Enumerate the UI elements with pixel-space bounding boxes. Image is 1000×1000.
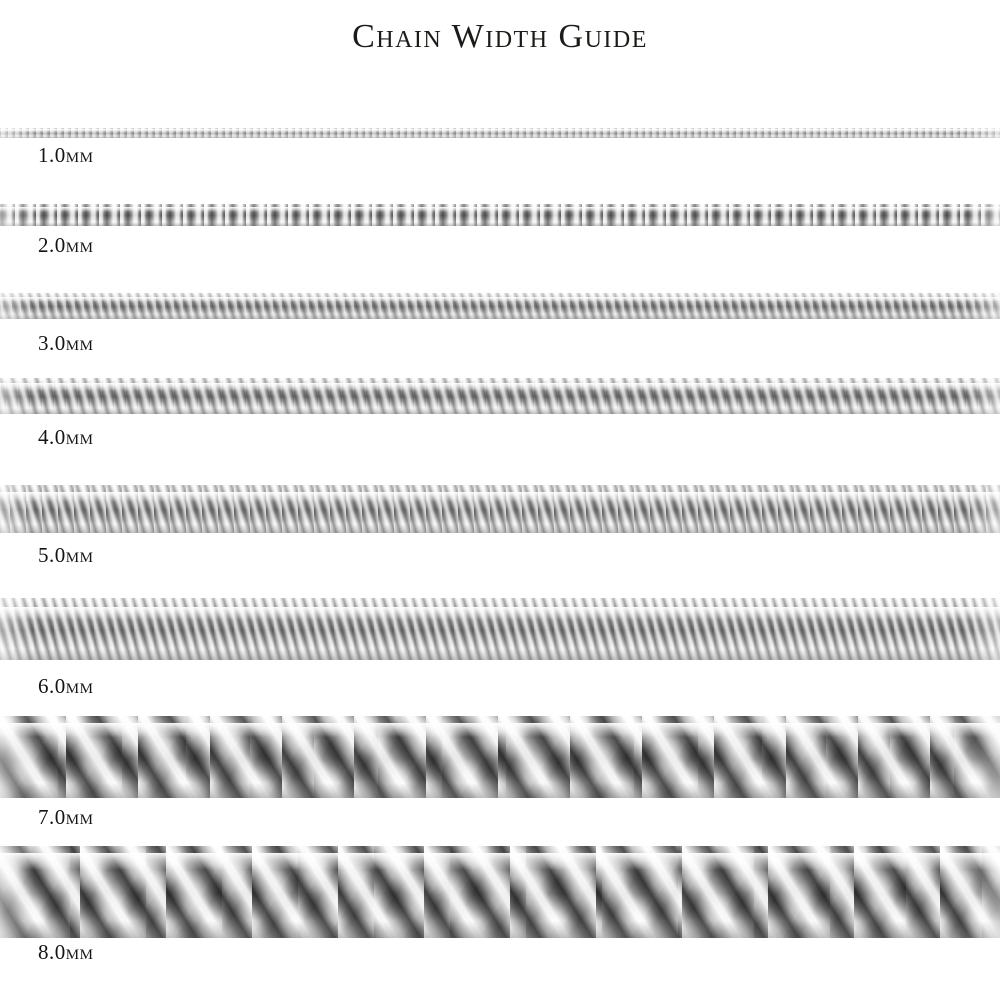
chain-image-5-0mm bbox=[0, 485, 1000, 533]
chain-label-7-0mm: 7.0mm bbox=[38, 805, 94, 829]
chain-image-4-0mm bbox=[0, 378, 1000, 414]
chain-label-3-0mm: 3.0mm bbox=[38, 331, 94, 355]
chain-label-4-0mm: 4.0mm bbox=[38, 425, 94, 449]
chain-image-1-0mm bbox=[0, 128, 1000, 138]
chain-image-7-0mm bbox=[0, 716, 1000, 798]
page-title: Chain Width Guide bbox=[352, 18, 648, 55]
chain-label-8-0mm: 8.0mm bbox=[38, 940, 94, 964]
chain-label-1-0mm: 1.0mm bbox=[38, 143, 94, 167]
chain-image-8-0mm bbox=[0, 846, 1000, 938]
chain-label-6-0mm: 6.0mm bbox=[38, 674, 94, 698]
chain-image-3-0mm bbox=[0, 293, 1000, 319]
chain-image-6-0mm bbox=[0, 598, 1000, 660]
chain-label-2-0mm: 2.0mm bbox=[38, 233, 94, 257]
chain-image-2-0mm bbox=[0, 204, 1000, 226]
chain-label-5-0mm: 5.0mm bbox=[38, 543, 94, 567]
